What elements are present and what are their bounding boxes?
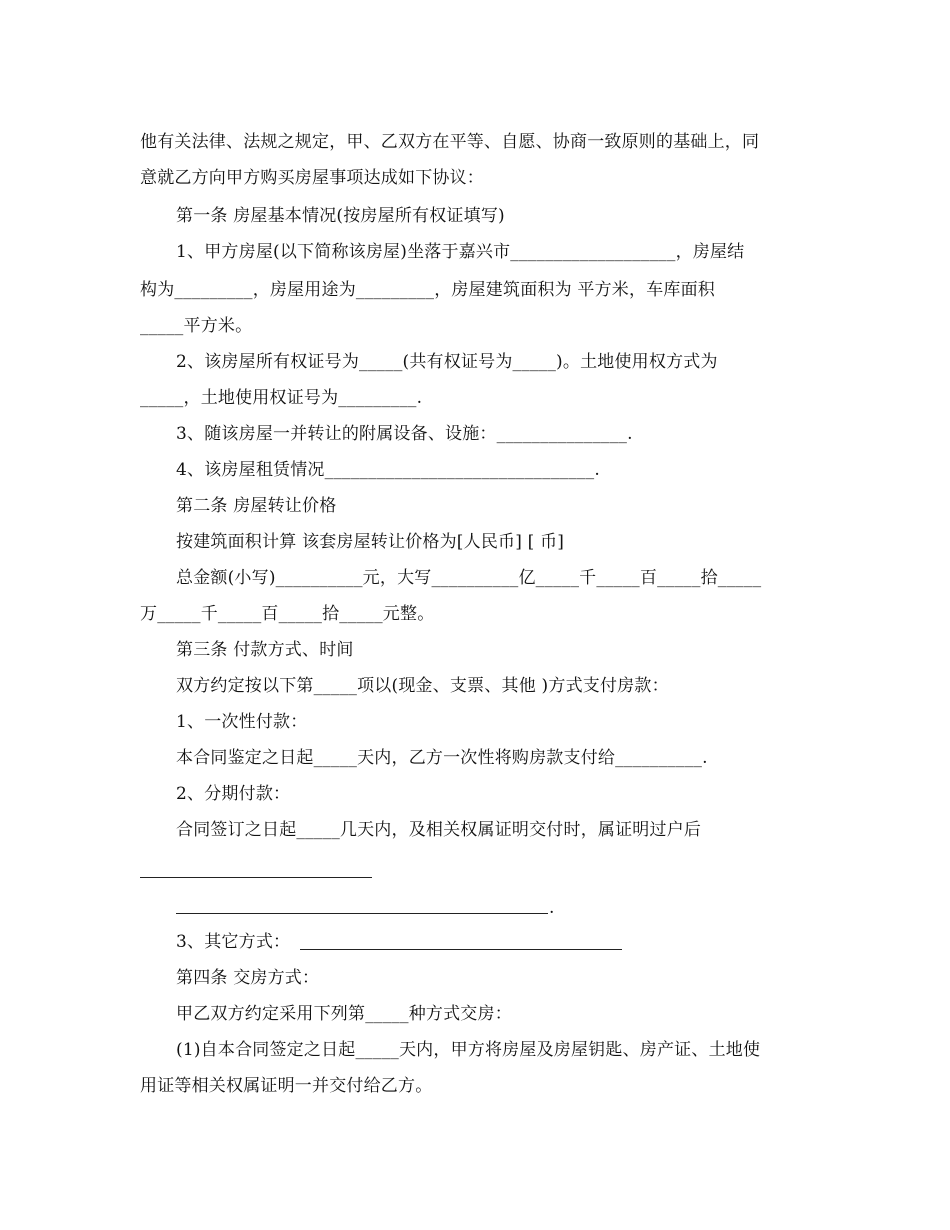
- text-line: 本合同鉴定之日起_____天内，乙方一次性将购房款支付给__________.: [176, 748, 708, 768]
- section-heading: 第二条 房屋转让价格: [176, 496, 337, 516]
- text-line: 2、该房屋所有权证号为_____(共有权证号为_____)。土地使用权方式为: [176, 352, 718, 372]
- section-heading: 第一条 房屋基本情况(按房屋所有权证填写): [176, 206, 505, 226]
- blank-rule: [300, 949, 622, 950]
- text-line: 万_____千_____百_____拾_____元整。: [140, 604, 435, 624]
- text-line: 双方约定按以下第_____项以(现金、支票、其他 )方式支付房款：: [176, 676, 669, 696]
- text-line: 总金额(小写)__________元，大写__________亿_____千_____百_____拾_____: [176, 568, 762, 588]
- text-line: 按建筑面积计算 该套房屋转让价格为[人民币] [ 币]: [176, 532, 565, 552]
- text-line: _____，土地使用权证号为_________.: [140, 388, 423, 408]
- text-line: 意就乙方向甲方购买房屋事项达成如下协议：: [140, 168, 484, 188]
- blank-rule: [176, 913, 548, 914]
- text-line: 3、随该房屋一并转让的附属设备、设施：_______________.: [176, 424, 633, 444]
- text-line: 3、其它方式：: [176, 932, 291, 952]
- text-line: 2、分期付款：: [176, 784, 291, 804]
- text-line: 构为_________，房屋用途为_________，房屋建筑面积为 平方米，车库面积: [140, 280, 716, 300]
- blank-rule: [140, 877, 372, 878]
- section-heading: 第三条 付款方式、时间: [176, 640, 354, 660]
- text-line: 用证等相关权属证明一并交付给乙方。: [140, 1076, 433, 1096]
- rule-end-dot: .: [549, 898, 555, 918]
- text-line: 甲乙双方约定采用下列第_____种方式交房：: [176, 1004, 512, 1024]
- section-heading: 第四条 交房方式：: [176, 968, 320, 988]
- text-line: 他有关法律、法规之规定，甲、乙双方在平等、自愿、协商一致原则的基础上，同: [140, 132, 760, 152]
- text-line: 1、一次性付款：: [176, 712, 308, 732]
- text-line: 4、该房屋租赁情况_______________________________.: [176, 460, 600, 480]
- text-line: _____平方米。: [140, 316, 253, 336]
- text-line: 1、甲方房屋(以下简称该房屋)坐落于嘉兴市___________________，房屋结: [176, 242, 745, 262]
- text-line: (1)自本合同签定之日起_____天内，甲方将房屋及房屋钥匙、房产证、土地使: [176, 1040, 761, 1060]
- text-line: 合同签订之日起_____几天内，及相关权属证明交付时，属证明过户后: [176, 820, 702, 840]
